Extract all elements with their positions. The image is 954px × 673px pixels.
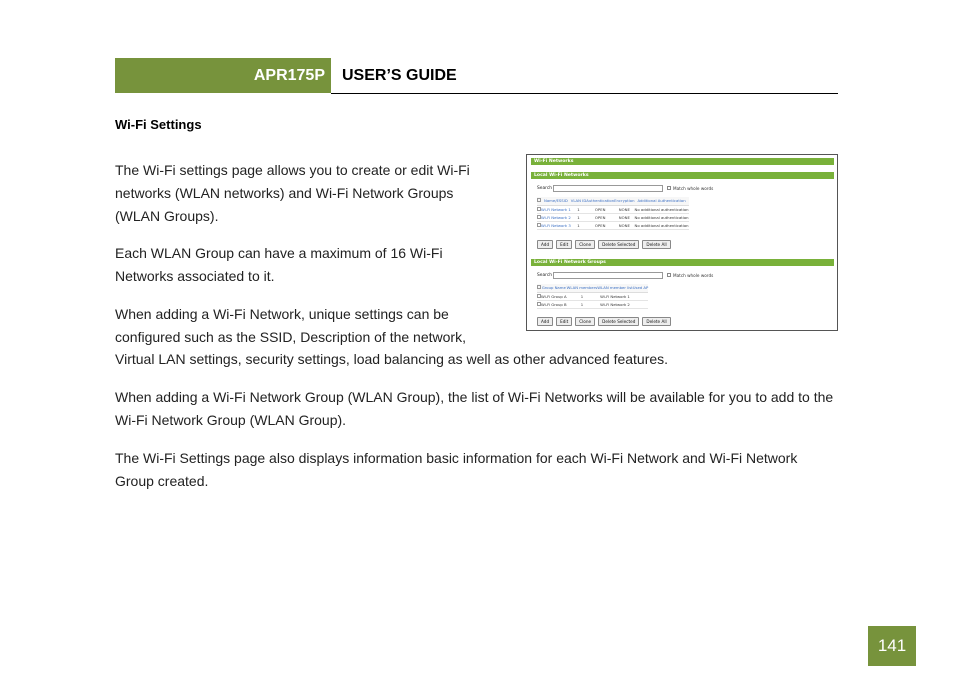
- select-all-checkbox[interactable]: [537, 198, 541, 202]
- add-group-button[interactable]: Add: [537, 317, 553, 326]
- networks-search-label: Search: [537, 186, 553, 191]
- groups-match-label: Match whole words: [673, 273, 714, 278]
- network-addauth: No additional authentication: [634, 222, 689, 228]
- paragraph-network-settings-cont: Virtual LAN settings, security settings, load balancing as well as other advanced features.: [115, 351, 669, 367]
- table-row: [537, 205, 689, 213]
- delete-selected-groups-button[interactable]: Delete Selected: [598, 317, 639, 326]
- network-enc: NONE: [614, 221, 634, 229]
- network-vlan: 1: [571, 221, 587, 229]
- page-number: 141: [868, 626, 916, 666]
- local-groups-bar: Local Wi-Fi Network Groups: [531, 259, 834, 266]
- select-all-checkbox[interactable]: [537, 285, 541, 289]
- group-member-list: Wi-Fi Network 1: [597, 292, 632, 300]
- networks-col-enc[interactable]: Encryption: [614, 198, 635, 204]
- network-vlan: 1: [571, 213, 587, 221]
- group-name[interactable]: Wi-Fi Group A: [541, 293, 567, 299]
- wifi-networks-title-bar: Wi-Fi Networks: [531, 158, 834, 165]
- network-addauth: No additional authentication: [634, 214, 689, 220]
- groups-match-checkbox[interactable]: [667, 273, 671, 277]
- network-enc: NONE: [614, 205, 634, 213]
- paragraph-network-settings: When adding a Wi-Fi Network, unique settings can be configured such as the SSID, Description of the network,: [115, 306, 466, 345]
- group-used-ap: [633, 292, 649, 300]
- local-networks-bar: Local Wi-Fi Networks: [531, 172, 834, 179]
- network-vlan: 1: [571, 205, 587, 213]
- add-network-button[interactable]: Add: [537, 240, 553, 249]
- paragraph-display-info: The Wi-Fi Settings page also displays information basic information for each Wi-Fi Network and Wi-Fi Network Group created.: [115, 450, 798, 489]
- groups-col-used-ap[interactable]: Used AP: [632, 285, 649, 291]
- group-members: 1: [567, 300, 598, 308]
- network-addauth: No additional authentication: [634, 206, 689, 212]
- table-row: [537, 292, 648, 300]
- paragraph-intro: The Wi-Fi settings page allows you to create or edit Wi-Fi networks (WLAN networks) and Wi-Fi Network Groups (WLAN Groups).: [115, 162, 470, 224]
- networks-button-row: [537, 240, 671, 249]
- networks-col-vlan[interactable]: VLAN ID: [570, 198, 587, 204]
- header-model-label: APR175P: [115, 58, 331, 93]
- delete-selected-networks-button[interactable]: Delete Selected: [598, 240, 639, 249]
- section-title: Wi-Fi Settings: [115, 117, 202, 132]
- networks-search-input[interactable]: [553, 185, 663, 192]
- networks-table: [537, 197, 689, 230]
- networks-match-checkbox[interactable]: [667, 186, 671, 190]
- groups-col-name[interactable]: Group Name: [541, 285, 566, 291]
- network-auth: OPEN: [586, 213, 614, 221]
- groups-button-row: [537, 317, 671, 326]
- networks-col-auth[interactable]: Authentication: [586, 198, 615, 204]
- groups-search-label: Search: [537, 273, 553, 278]
- paragraph-group-add: When adding a Wi-Fi Network Group (WLAN Group), the list of Wi-Fi Networks will be available for you to add to the Wi-Fi Network Group (WLAN Group).: [115, 389, 834, 428]
- network-name-link[interactable]: Wi-Fi Network 1: [541, 206, 571, 212]
- groups-table: [537, 284, 648, 309]
- clone-group-button[interactable]: Clone: [575, 317, 595, 326]
- groups-col-members[interactable]: WLAN members: [566, 285, 598, 291]
- wifi-networks-screenshot: [526, 154, 838, 331]
- table-row: [537, 300, 648, 308]
- network-name-link[interactable]: Wi-Fi Network 2: [541, 214, 571, 220]
- edit-network-button[interactable]: Edit: [556, 240, 572, 249]
- group-member-list: Wi-Fi Network 2: [597, 300, 632, 308]
- networks-match-label: Match whole words: [673, 186, 714, 191]
- groups-table-header: [537, 284, 648, 292]
- networks-col-addauth[interactable]: Additional Authentication: [635, 197, 689, 205]
- delete-all-groups-button[interactable]: Delete All: [642, 317, 670, 326]
- table-row: [537, 213, 689, 221]
- edit-group-button[interactable]: Edit: [556, 317, 572, 326]
- network-auth: OPEN: [586, 205, 614, 213]
- delete-all-networks-button[interactable]: Delete All: [642, 240, 670, 249]
- networks-table-header: [537, 197, 689, 205]
- groups-col-member-list[interactable]: WLAN member list: [597, 285, 633, 291]
- network-name-link[interactable]: Wi-Fi Network 3: [541, 222, 571, 228]
- table-row: [537, 221, 689, 229]
- clone-network-button[interactable]: Clone: [575, 240, 595, 249]
- header-guide-title: USER’S GUIDE: [342, 67, 457, 84]
- networks-col-name[interactable]: Name/ESSID: [541, 197, 571, 205]
- network-enc: NONE: [614, 213, 634, 221]
- group-members: 1: [567, 292, 598, 300]
- paragraph-group-limit: Each WLAN Group can have a maximum of 16 Wi-Fi Networks associated to it.: [115, 245, 443, 284]
- group-name[interactable]: Wi-Fi Group B: [541, 301, 567, 307]
- network-auth: OPEN: [586, 221, 614, 229]
- groups-search-input[interactable]: [553, 272, 663, 279]
- group-used-ap: [633, 300, 649, 308]
- header-divider: [331, 93, 838, 94]
